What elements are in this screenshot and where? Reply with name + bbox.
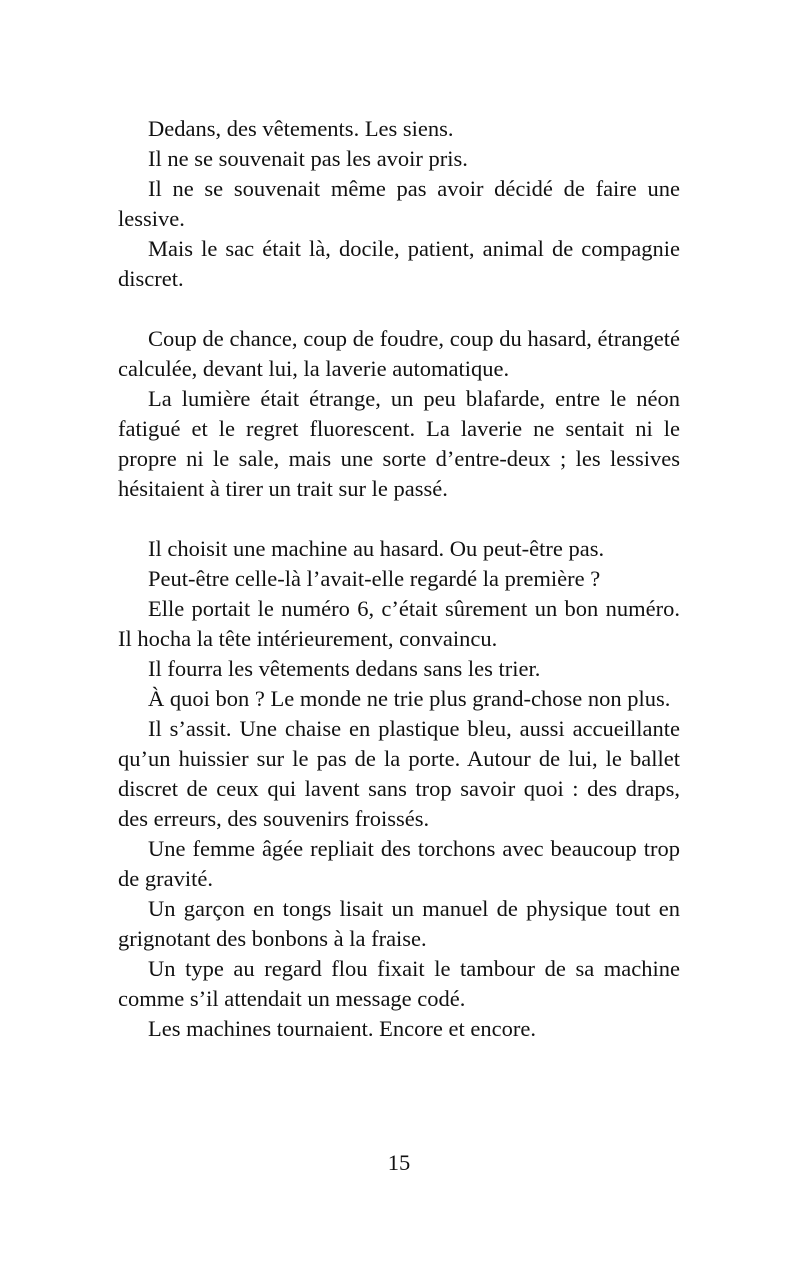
paragraph: Elle portait le numéro 6, c’était sûrement un bon numéro. Il hocha la tête intérieurement, convaincu. [118,596,680,651]
paragraph: À quoi bon ? Le monde ne trie plus grand-chose non plus. [148,686,671,711]
paragraph: Il ne se souvenait pas les avoir pris. [148,146,468,171]
paragraph: Il ne se souvenait même pas avoir décidé de faire une lessive. [118,176,680,231]
body-text [118,114,680,1044]
paragraph: Un garçon en tongs lisait un manuel de physique tout en grignotant des bonbons à la fraise. [118,896,680,951]
page-number: 15 [387,1150,411,1175]
text-section-2 [118,324,680,504]
paragraph: Les machines tournaient. Encore et encore. [148,1016,536,1041]
paragraph: Il s’assit. Une chaise en plastique bleu, aussi accueillante qu’un huissier sur le pas de la porte. Autour de lui, le ballet discret de ceux qui lavent sans trop savoir quoi : des draps, des erreurs, des souvenirs froissés. [118,716,680,831]
paragraph: Peut-être celle-là l’avait-elle regardé la première ? [148,566,601,591]
paragraph: Il fourra les vêtements dedans sans les trier. [148,656,541,681]
paragraph: Une femme âgée repliait des torchons avec beaucoup trop de gravité. [118,836,680,891]
text-section-3 [118,534,680,1044]
paragraph: La lumière était étrange, un peu blafarde, entre le néon fatigué et le regret fluorescent. La laverie ne sentait ni le propre ni le sale, mais une sorte d’entre-deux ; les lessives hésitaient à tirer un trait sur le passé. [118,386,680,501]
text-section-1 [118,114,680,294]
paragraph: Mais le sac était là, docile, patient, animal de compagnie discret. [118,236,680,291]
paragraph: Il choisit une machine au hasard. Ou peut-être pas. [148,536,605,561]
paragraph: Dedans, des vêtements. Les siens. [148,116,454,141]
paragraph: Coup de chance, coup de foudre, coup du hasard, étrangeté calculée, devant lui, la laverie automatique. [118,326,680,381]
paragraph: Un type au regard flou fixait le tambour de sa machine comme s’il attendait un message codé. [118,956,680,1011]
